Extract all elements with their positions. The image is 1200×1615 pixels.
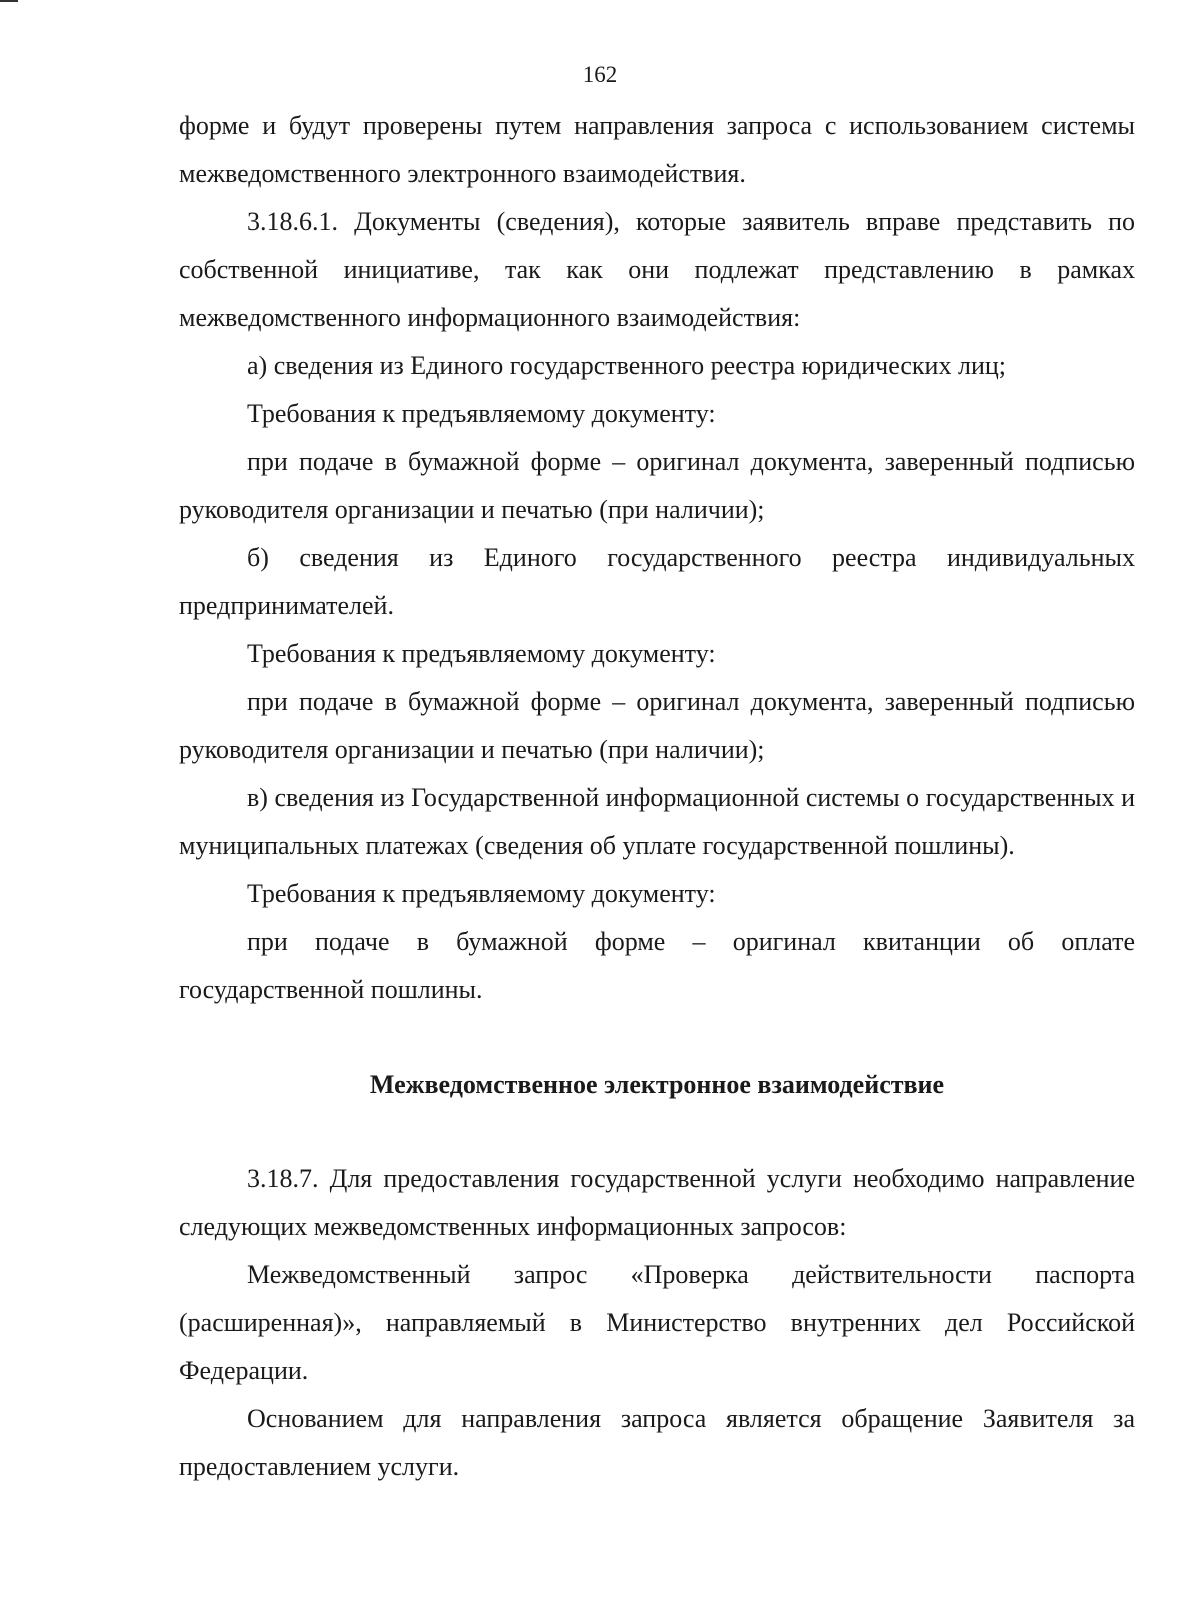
paragraph-14: Основанием для направления запроса является обращение Заявителя за предоставлением услуги. [179, 1404, 1135, 1481]
paragraph-12: 3.18.7. Для предоставления государственной услуги необходимо направление следующих межведомственных информационных запросов: [179, 1164, 1135, 1241]
page-number: 162 [582, 62, 618, 87]
paragraph-10: Требования к предъявляемому документу: [247, 879, 716, 908]
paragraph-1: форме и будут проверены путем направления запроса с использованием системы межведомственного электронного взаимодействия. [179, 111, 1135, 188]
paragraph-7: Требования к предъявляемому документу: [247, 639, 716, 668]
scan-corner-mark [0, 0, 18, 2]
document-body [179, 102, 1135, 1491]
paragraph-5: при подаче в бумажной форме – оригинал документа, заверенный подписью руководителя организации и печатью (при наличии); [179, 447, 1135, 524]
paragraph-11: при подаче в бумажной форме – оригинал квитанции об оплате государственной пошлины. [179, 927, 1135, 1004]
paragraph-3: а) сведения из Единого государственного реестра юридических лиц; [247, 351, 1007, 380]
paragraph-9: в) сведения из Государственной информационной системы о государственных и муниципальных платежах (сведения об уплате государственной пошлины). [179, 783, 1135, 860]
section-heading: Межведомственное электронное взаимодействие [369, 1070, 945, 1099]
paragraph-2: 3.18.6.1. Документы (сведения), которые заявитель вправе представить по собственной инициативе, так как они подлежат представлению в рамках межведомственного информационного взаимодействия: [179, 207, 1135, 332]
paragraph-4: Требования к предъявляемому документу: [247, 399, 716, 428]
paragraph-13: Межведомственный запрос «Проверка действительности паспорта (расширенная)», направляемый в Министерство внутренних дел Российской Федерации. [179, 1260, 1135, 1385]
paragraph-8: при подаче в бумажной форме – оригинал документа, заверенный подписью руководителя организации и печатью (при наличии); [179, 687, 1135, 764]
paragraph-6: б) сведения из Единого государственного реестра индивидуальных предпринимателей. [179, 543, 1135, 620]
